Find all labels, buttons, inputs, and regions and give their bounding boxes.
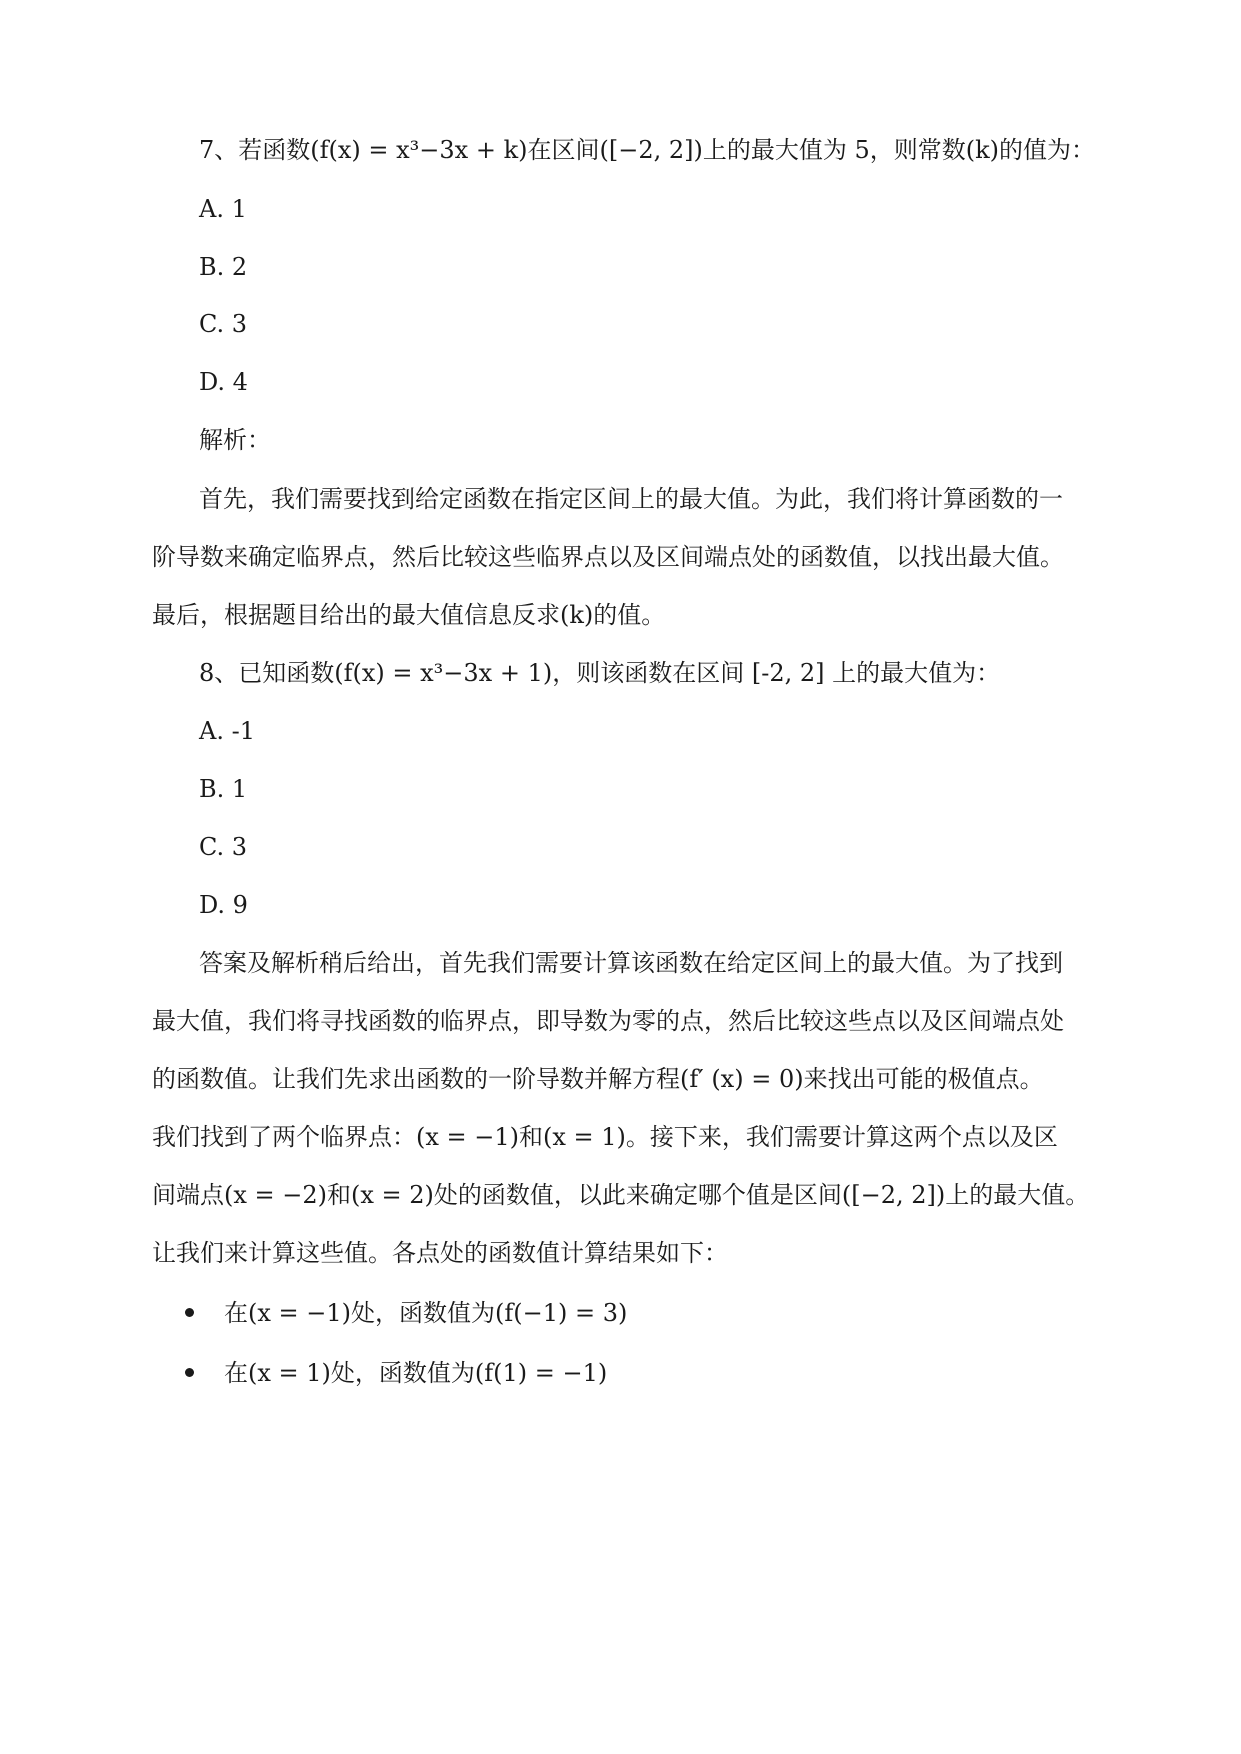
q7-option-b: B. 2: [199, 253, 248, 281]
analysis-line-2: 阶导数来确定临界点，然后比较这些临界点以及区间端点处的函数值，以找出最大值。: [152, 543, 1064, 571]
bullet-item: [185, 1356, 607, 1390]
answer-line-3: 的函数值。让我们先求出函数的一阶导数并解方程(f′ (x) = 0)来找出可能的极值点。: [152, 1065, 1044, 1093]
answer-line-1: 答案及解析稍后给出，首先我们需要计算该函数在给定区间上的最大值。为了找到: [199, 949, 1063, 977]
answer-line-4: 我们找到了两个临界点：(x = −1)和(x = 1)。接下来，我们需要计算这两个点以及区: [152, 1123, 1058, 1151]
answer-line-5: 间端点(x = −2)和(x = 2)处的函数值，以此来确定哪个值是区间([−2, 2])上的最大值。: [152, 1181, 1090, 1209]
q7-option-d: D. 4: [199, 368, 248, 396]
q8-option-b: B. 1: [199, 775, 248, 803]
bullet-dot-icon: [185, 1368, 194, 1377]
q8-option-c: C. 3: [199, 833, 248, 861]
bullet-dot-icon: [185, 1308, 194, 1317]
analysis-line-1: 首先，我们需要找到给定函数在指定区间上的最大值。为此，我们将计算函数的一: [199, 485, 1063, 513]
question-7-stem: 7、若函数(f(x) = x³−3x + k)在区间([−2, 2])上的最大值为 5，则常数(k)的值为：: [199, 136, 1096, 164]
answer-line-6: 让我们来计算这些值。各点处的函数值计算结果如下：: [152, 1239, 728, 1267]
bullet-item: [185, 1296, 627, 1330]
bullet-text: 在(x = −1)处，函数值为(f(−1) = 3): [224, 1299, 628, 1327]
bullet-text: 在(x = 1)处，函数值为(f(1) = −1): [224, 1359, 608, 1387]
q7-option-a: A. 1: [199, 195, 247, 223]
answer-line-2: 最大值，我们将寻找函数的临界点，即导数为零的点，然后比较这些点以及区间端点处: [152, 1007, 1064, 1035]
question-8-stem: 8、已知函数(f(x) = x³−3x + 1)，则该函数在区间 [-2, 2] 上的最大值为：: [199, 659, 1001, 687]
q8-option-d: D. 9: [199, 891, 248, 919]
analysis-heading: 解析：: [199, 426, 271, 454]
q8-option-a: A. -1: [199, 717, 255, 745]
analysis-line-3: 最后，根据题目给出的最大值信息反求(k)的值。: [152, 601, 666, 629]
q7-option-c: C. 3: [199, 310, 248, 338]
